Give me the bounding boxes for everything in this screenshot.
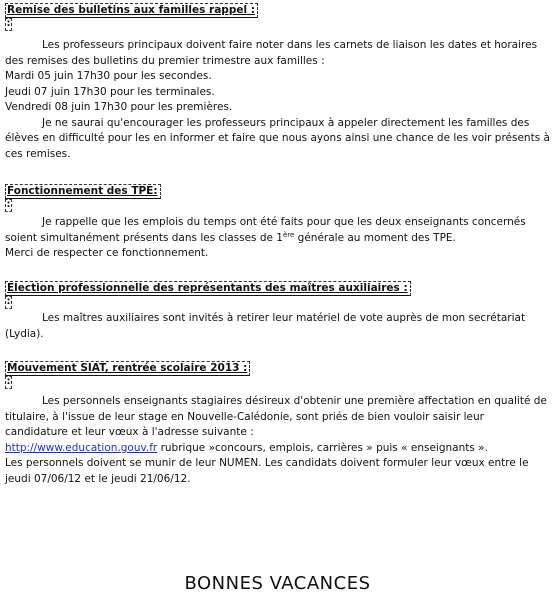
date-line: Mardi 05 juin 17h30 pour les secondes. — [5, 70, 212, 82]
heading-colon-box: : — [6, 199, 11, 210]
paragraph — [5, 215, 550, 246]
section-heading-tpe — [5, 184, 161, 199]
paragraph: Je ne saurai qu'encourager les professeurs principaux à appeler directement les familles des élèves en difficulté pour les en informer et faire que nous ayons ainsi une chance de les voir présents à ces remises. — [5, 116, 550, 160]
section-body-siat — [5, 394, 550, 487]
link-line — [5, 441, 550, 457]
education-link[interactable]: http://www.education.gouv.fr — [5, 441, 158, 454]
heading-text: Mouvement SIAT, rentrée scolaire 2013 : — [5, 361, 250, 376]
heading-text: Remise des bulletins aux familles rappel : — [5, 3, 258, 18]
footer-title: BONNES VACANCES — [184, 573, 371, 594]
paragraph: Les maîtres auxiliaires sont invités à retirer leur matériel de vote auprès de mon secrétariat (Lydia). — [5, 312, 526, 340]
paragraph-text: générale au moment des TPE. — [294, 231, 456, 244]
heading-colon-box: : — [6, 18, 11, 29]
section-body-tpe — [5, 215, 550, 262]
heading-colon-box: : — [6, 376, 11, 387]
link-line-text: rubrique »concours, emplois, carrières » puis « enseignants ». — [157, 441, 488, 454]
heading-text: Fonctionnement des TPE: — [5, 184, 161, 199]
section-heading-siat — [5, 361, 250, 376]
section-body-bulletins — [5, 38, 550, 162]
date-line: Jeudi 07 juin 17h30 pour les terminales. — [5, 85, 215, 98]
paragraph: Merci de respecter ce fonctionnement. — [5, 247, 209, 259]
paragraph: Les personnels enseignants stagiaires désireux d'obtenir une première affectation en qualité de titulaire, à l'issue de leur stage en Nouvelle-Calédonie, sont priés de bien vouloir saisir leur candidature et leur vœux à l'adresse suivante : — [5, 395, 547, 438]
heading-colon-box: : — [6, 296, 11, 307]
superscript: ère — [282, 230, 295, 239]
heading-text: Election professionnelle des représentants des maîtres auxiliaires : — [5, 281, 411, 296]
paragraph: Les personnels doivent se munir de leur NUMEN. Les candidats doivent formuler leur vœux entre le jeudi 07/06/12 et le jeudi 21/06/12. — [5, 457, 529, 485]
date-line: Vendredi 08 juin 17h30 pour les premières. — [5, 101, 233, 113]
section-body-election — [5, 311, 550, 342]
section-heading-bulletins — [5, 3, 258, 18]
paragraph: Les professeurs principaux doivent faire noter dans les carnets de liaison les dates et horaires des remises des bulletins du premier trimestre aux familles : — [5, 39, 538, 67]
paragraph-text: Je rappelle que les emplois du temps ont été faits pour que les deux enseignants concernés soient simultanément présents dans les classes de 1 — [5, 216, 526, 244]
section-heading-election — [5, 281, 411, 296]
